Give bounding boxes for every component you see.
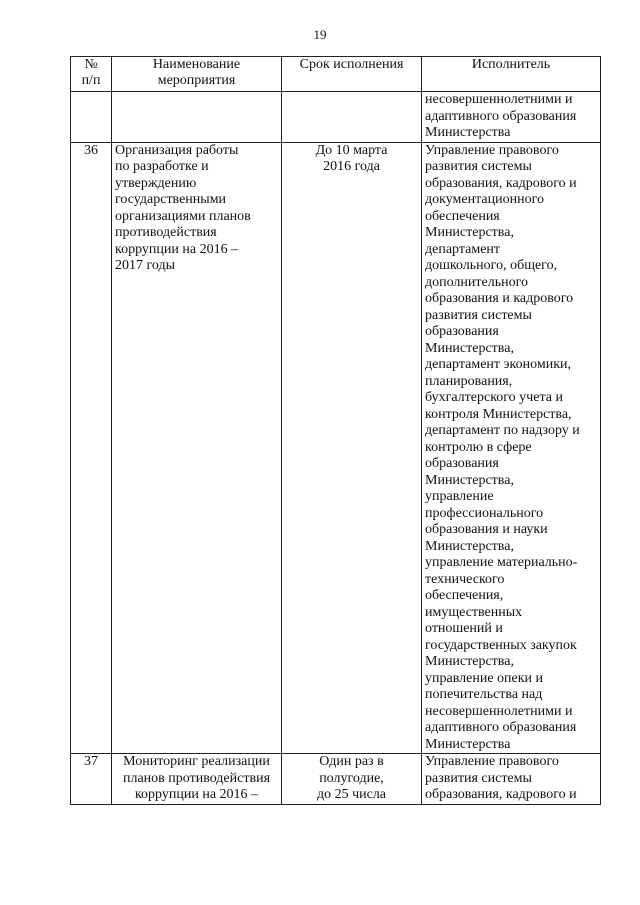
header-measure-name: Наименование мероприятия — [112, 57, 282, 92]
row-executor: несовершеннолетними и адаптивного образования Министерства — [422, 92, 601, 143]
row-measure-name: Мониторинг реализации планов противодействия коррупции на 2016 – — [112, 754, 282, 805]
header-deadline: Срок исполнения — [282, 57, 422, 92]
page-number: 19 — [313, 27, 327, 42]
row-number: 36 — [71, 142, 112, 754]
row-deadline: До 10 марта 2016 года — [282, 142, 422, 754]
header-number: № п/п — [71, 57, 112, 92]
row-deadline: Один раз в полугодие, до 25 числа — [282, 754, 422, 805]
row-number — [71, 92, 112, 143]
row-executor: Управление правового развития системы образования, кадрового и — [422, 754, 601, 805]
table-row — [71, 754, 601, 805]
table-header-row — [71, 57, 601, 92]
row-number: 37 — [71, 754, 112, 805]
header-executor: Исполнитель — [422, 57, 601, 92]
table-row — [71, 92, 601, 143]
row-measure-name: Организация работы по разработке и утверждению государственными организациями планов противодействия коррупции на 2016 – 2017 годы — [112, 142, 282, 754]
measures-table — [70, 56, 601, 805]
row-executor: Управление правового развития системы образования, кадрового и документационного обеспечения Министерства, департамент дошкольного, общего, дополнительного образования и кадрового развития системы образования Министерства, департамент экономики, планирования, бухгалтерского учета и контроля Министерства, департамент по надзору и контролю в сфере образования Министерства, управление профессионального образования и науки Министерства, управление материально- технического обеспечения, имущественных отношений и государственных закупок Министерства, управление опеки и попечительства над несовершеннолетними и адаптивного образования Министерства — [422, 142, 601, 754]
table-row — [71, 142, 601, 754]
row-deadline — [282, 92, 422, 143]
row-measure-name — [112, 92, 282, 143]
